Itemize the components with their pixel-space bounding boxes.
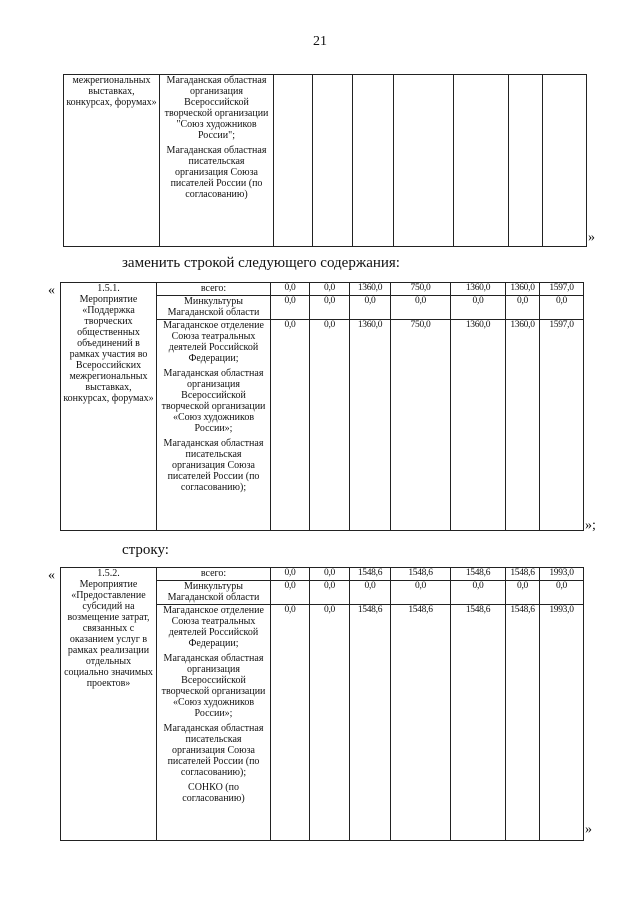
activity-code: 1.5.2. — [97, 568, 120, 579]
value-cell: 750,0 — [391, 320, 451, 531]
activity-cell: межрегиональных выставках, конкурсах, форумах» — [64, 75, 160, 247]
org-cell — [160, 75, 274, 247]
open-quote: « — [48, 283, 55, 298]
value-cell: 1360,0 — [506, 320, 540, 531]
org-text: Магаданская областная писательская организация Союза писателей России (по согласованию); — [163, 723, 264, 778]
value-cell: 1360,0 — [350, 320, 391, 531]
value-cell: 0,0 — [391, 296, 451, 320]
source-cell: всего: — [157, 568, 271, 581]
value-cell: 0,0 — [451, 296, 506, 320]
table-continuation — [63, 74, 587, 247]
value-cell: 1360,0 — [451, 320, 506, 531]
activity-cell — [61, 283, 157, 531]
value-cell — [274, 75, 313, 247]
org-text: Магаданская областная организация Всероссийской творческой организации "Союз художников России"; — [164, 75, 269, 141]
value-cell: 1360,0 — [350, 283, 391, 296]
value-cell: 1360,0 — [451, 283, 506, 296]
activity-title: Мероприятие «Предоставление субсидий на возмещение затрат, связанных с оказанием услуг в рамках реализации отдельных социально значимых проектов» — [64, 579, 153, 689]
value-cell: 0,0 — [310, 568, 350, 581]
value-cell: 1548,6 — [506, 568, 540, 581]
value-cell: 1993,0 — [540, 605, 584, 841]
activity-title: Мероприятие «Поддержка творческих общественных объединений в рамках участия во Всероссийских межрегиональных выставках, конкурсах, форумах» — [63, 294, 154, 404]
value-cell: 0,0 — [350, 581, 391, 605]
value-cell: 0,0 — [271, 568, 310, 581]
value-cell: 0,0 — [506, 581, 540, 605]
org-text: Магаданская областная организация Всероссийской творческой организации «Союз художников России»; — [161, 368, 266, 434]
value-cell: 0,0 — [310, 581, 350, 605]
source-cell: Минкультуры Магаданской области — [157, 581, 271, 605]
value-cell: 0,0 — [310, 296, 350, 320]
value-cell: 0,0 — [271, 581, 310, 605]
value-cell: 0,0 — [310, 283, 350, 296]
value-cell — [454, 75, 509, 247]
value-cell: 0,0 — [271, 283, 310, 296]
org-text: Магаданская областная организация Всероссийской творческой организации «Союз художников России»; — [161, 653, 266, 719]
table-row-source — [60, 567, 584, 841]
close-quote: » — [588, 230, 595, 245]
org-text: Магаданское отделение Союза театральных деятелей Российской Федерации; — [163, 320, 264, 364]
page-number: 21 — [313, 34, 327, 49]
org-text: Магаданская областная писательская организация Союза писателей России (по согласованию) — [166, 145, 267, 200]
source-cell: всего: — [157, 283, 271, 296]
value-cell: 1548,6 — [506, 605, 540, 841]
label-text: строку: — [122, 542, 169, 558]
org-cell — [157, 320, 271, 531]
value-cell — [313, 75, 353, 247]
value-cell: 1548,6 — [451, 605, 506, 841]
close-quote: »; — [585, 518, 596, 533]
value-cell: 0,0 — [271, 605, 310, 841]
table-replacement — [60, 282, 584, 531]
value-cell: 1548,6 — [391, 568, 451, 581]
value-cell: 1548,6 — [350, 605, 391, 841]
value-cell: 0,0 — [540, 581, 584, 605]
value-cell: 0,0 — [350, 296, 391, 320]
value-cell: 750,0 — [391, 283, 451, 296]
instruction-text: заменить строкой следующего содержания: — [122, 255, 400, 271]
close-quote: » — [585, 822, 592, 837]
value-cell: 0,0 — [310, 320, 350, 531]
value-cell — [353, 75, 394, 247]
value-cell: 1548,6 — [350, 568, 391, 581]
value-cell — [394, 75, 454, 247]
value-cell: 0,0 — [451, 581, 506, 605]
value-cell: 1548,6 — [451, 568, 506, 581]
open-quote: « — [48, 568, 55, 583]
value-cell: 0,0 — [391, 581, 451, 605]
org-text: Магаданская областная писательская организация Союза писателей России (по согласованию); — [163, 438, 264, 493]
value-cell — [509, 75, 543, 247]
value-cell: 0,0 — [271, 320, 310, 531]
activity-code: 1.5.1. — [97, 283, 120, 294]
value-cell: 1548,6 — [391, 605, 451, 841]
value-cell: 1360,0 — [506, 283, 540, 296]
value-cell: 1597,0 — [540, 283, 584, 296]
value-cell — [543, 75, 587, 247]
value-cell: 1993,0 — [540, 568, 584, 581]
source-cell: Минкультуры Магаданской области — [157, 296, 271, 320]
value-cell: 0,0 — [310, 605, 350, 841]
value-cell: 0,0 — [271, 296, 310, 320]
org-cell — [157, 605, 271, 841]
value-cell: 1597,0 — [540, 320, 584, 531]
value-cell: 0,0 — [540, 296, 584, 320]
org-text: СОНКО (по согласованию) — [182, 782, 245, 804]
activity-cell — [61, 568, 157, 841]
org-text: Магаданское отделение Союза театральных деятелей Российской Федерации; — [163, 605, 264, 649]
value-cell: 0,0 — [506, 296, 540, 320]
